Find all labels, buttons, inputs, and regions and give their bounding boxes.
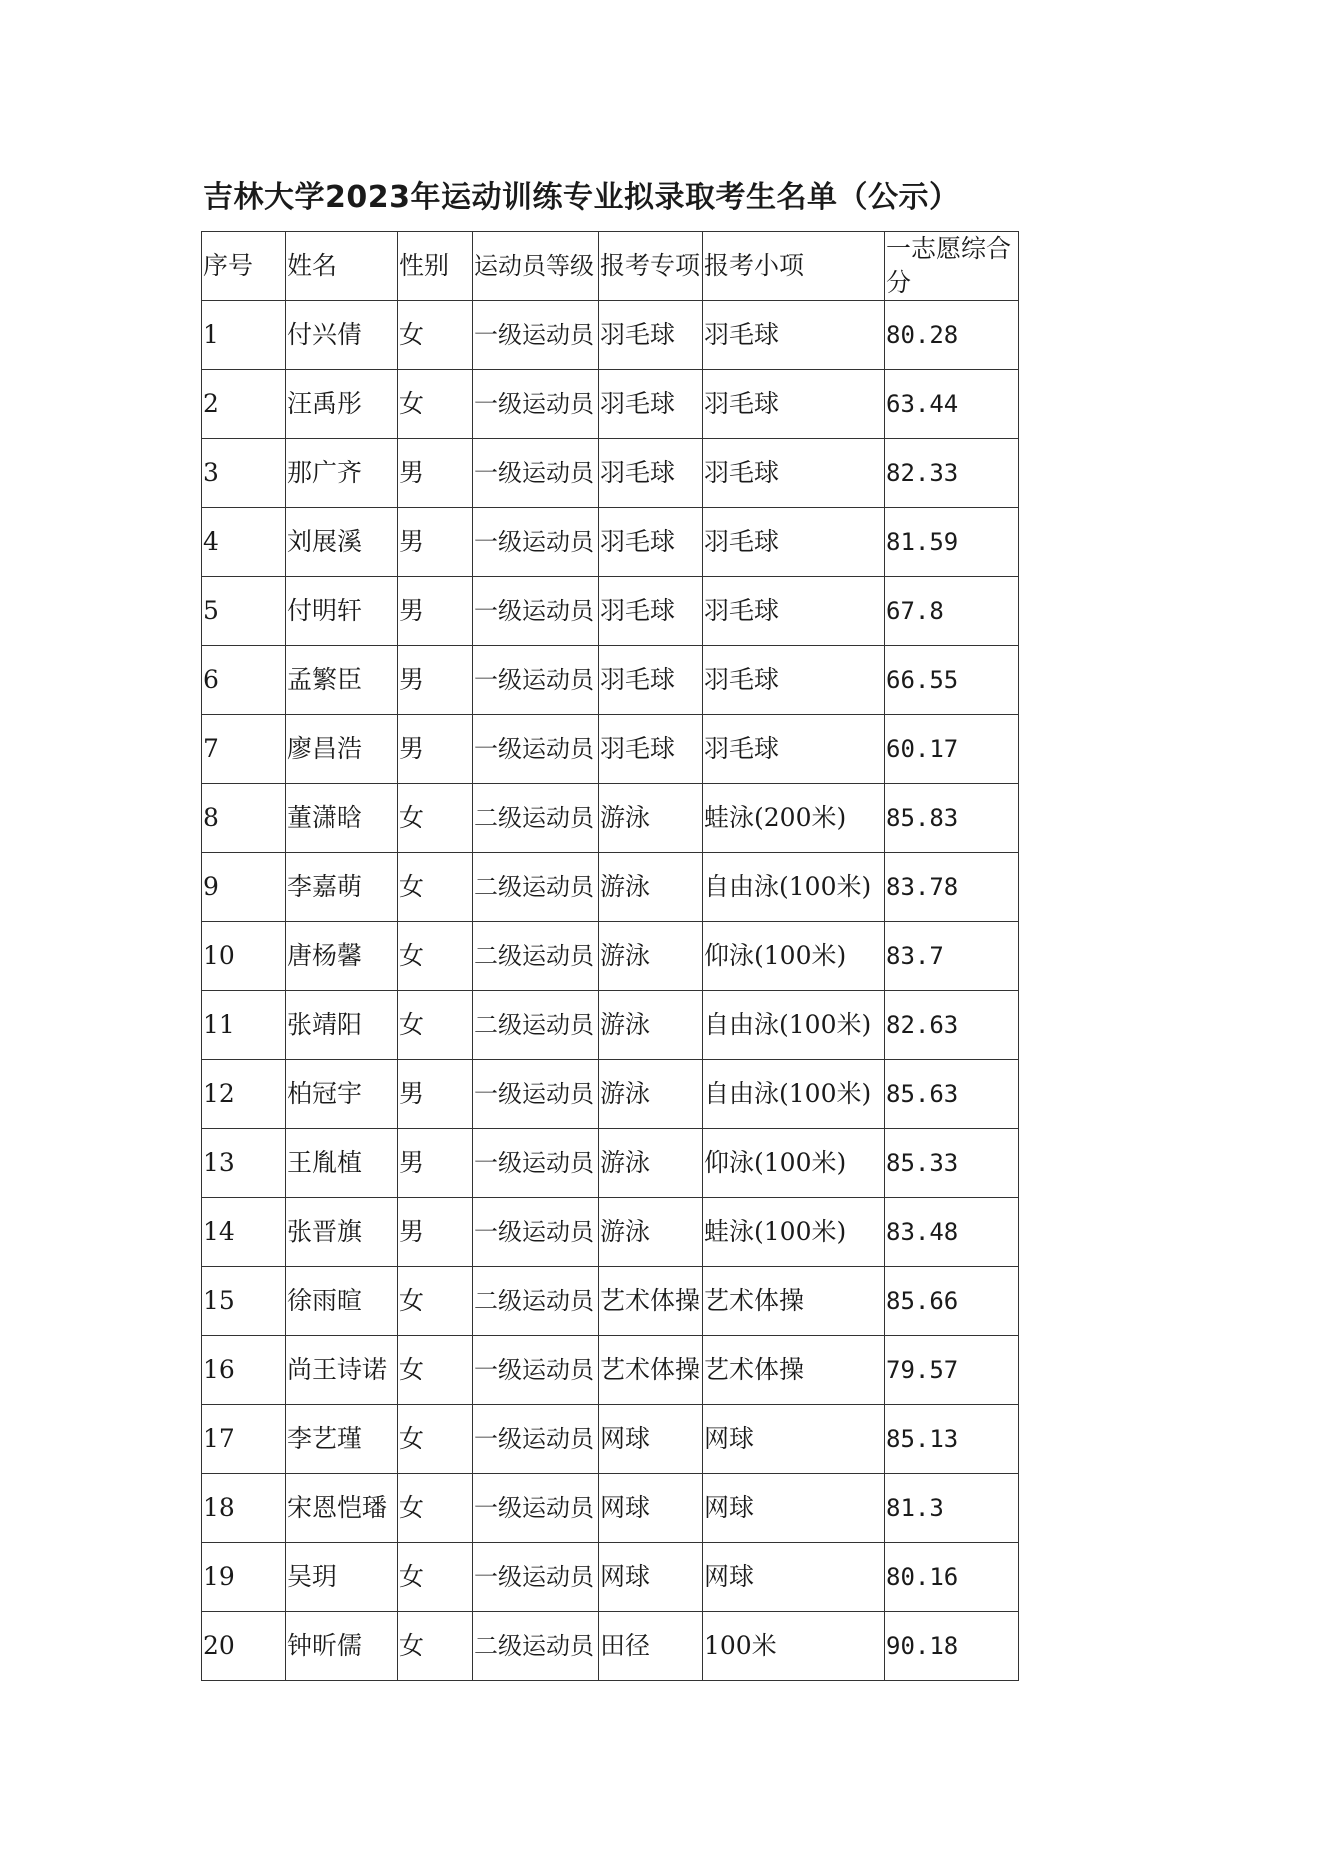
cell-sport: 田径 (599, 1612, 703, 1681)
cell-name: 廖昌浩 (286, 715, 398, 784)
cell-name: 付明轩 (286, 577, 398, 646)
cell-athlete-level: 一级运动员 (473, 1474, 599, 1543)
header-seq: 序号 (202, 232, 286, 301)
cell-event: 羽毛球 (703, 370, 885, 439)
table-row (202, 784, 1019, 853)
cell-athlete-level: 一级运动员 (473, 301, 599, 370)
admission-table (201, 231, 1019, 1681)
cell-name: 那广齐 (286, 439, 398, 508)
cell-event: 蛙泳(100米) (703, 1198, 885, 1267)
cell-gender: 女 (398, 1405, 473, 1474)
table-row (202, 301, 1019, 370)
cell-score: 79.57 (885, 1336, 1019, 1405)
cell-event: 艺术体操 (703, 1336, 885, 1405)
cell-sport: 羽毛球 (599, 646, 703, 715)
cell-name: 付兴倩 (286, 301, 398, 370)
cell-athlete-level: 一级运动员 (473, 715, 599, 784)
cell-gender: 女 (398, 1543, 473, 1612)
cell-gender: 女 (398, 1336, 473, 1405)
cell-name: 柏冠宇 (286, 1060, 398, 1129)
cell-event: 100米 (703, 1612, 885, 1681)
cell-sport: 羽毛球 (599, 508, 703, 577)
cell-seq: 16 (202, 1336, 286, 1405)
table-row (202, 1198, 1019, 1267)
cell-seq: 10 (202, 922, 286, 991)
table-row (202, 853, 1019, 922)
table-row (202, 370, 1019, 439)
cell-athlete-level: 一级运动员 (473, 508, 599, 577)
cell-athlete-level: 二级运动员 (473, 1267, 599, 1336)
cell-sport: 游泳 (599, 1129, 703, 1198)
cell-sport: 游泳 (599, 853, 703, 922)
cell-name: 吴玥 (286, 1543, 398, 1612)
cell-score: 90.18 (885, 1612, 1019, 1681)
cell-score: 85.33 (885, 1129, 1019, 1198)
table-row (202, 1543, 1019, 1612)
cell-seq: 4 (202, 508, 286, 577)
table-row (202, 1336, 1019, 1405)
cell-gender: 男 (398, 1060, 473, 1129)
cell-athlete-level: 一级运动员 (473, 1060, 599, 1129)
cell-event: 羽毛球 (703, 715, 885, 784)
cell-athlete-level: 一级运动员 (473, 1543, 599, 1612)
cell-sport: 羽毛球 (599, 370, 703, 439)
cell-name: 孟繁臣 (286, 646, 398, 715)
cell-score: 60.17 (885, 715, 1019, 784)
cell-event: 自由泳(100米) (703, 853, 885, 922)
cell-gender: 男 (398, 1129, 473, 1198)
document-title: 吉林大学2023年运动训练专业拟录取考生名单（公示） (203, 180, 960, 215)
cell-athlete-level: 一级运动员 (473, 1129, 599, 1198)
cell-gender: 女 (398, 784, 473, 853)
header-name: 姓名 (286, 232, 398, 301)
cell-seq: 13 (202, 1129, 286, 1198)
cell-name: 李嘉萌 (286, 853, 398, 922)
cell-gender: 女 (398, 991, 473, 1060)
cell-score: 80.28 (885, 301, 1019, 370)
cell-sport: 网球 (599, 1405, 703, 1474)
cell-sport: 游泳 (599, 1198, 703, 1267)
cell-seq: 3 (202, 439, 286, 508)
cell-score: 81.59 (885, 508, 1019, 577)
header-athlete-level: 运动员等级 (473, 232, 599, 301)
cell-name: 刘展溪 (286, 508, 398, 577)
cell-seq: 5 (202, 577, 286, 646)
cell-seq: 7 (202, 715, 286, 784)
cell-gender: 女 (398, 1267, 473, 1336)
cell-gender: 女 (398, 922, 473, 991)
cell-event: 仰泳(100米) (703, 1129, 885, 1198)
cell-seq: 11 (202, 991, 286, 1060)
cell-event: 羽毛球 (703, 577, 885, 646)
cell-gender: 男 (398, 439, 473, 508)
cell-athlete-level: 二级运动员 (473, 991, 599, 1060)
cell-athlete-level: 二级运动员 (473, 853, 599, 922)
cell-score: 83.48 (885, 1198, 1019, 1267)
cell-event: 蛙泳(200米) (703, 784, 885, 853)
cell-sport: 游泳 (599, 784, 703, 853)
table-row (202, 1474, 1019, 1543)
cell-event: 网球 (703, 1405, 885, 1474)
cell-name: 董潇晗 (286, 784, 398, 853)
cell-sport: 羽毛球 (599, 715, 703, 784)
cell-sport: 艺术体操 (599, 1336, 703, 1405)
table-row (202, 508, 1019, 577)
cell-gender: 女 (398, 1612, 473, 1681)
cell-score: 83.78 (885, 853, 1019, 922)
cell-gender: 女 (398, 853, 473, 922)
table-row (202, 1612, 1019, 1681)
table-row (202, 715, 1019, 784)
header-score: 一志愿综合分 (885, 232, 1019, 301)
table-row (202, 646, 1019, 715)
cell-seq: 1 (202, 301, 286, 370)
cell-seq: 8 (202, 784, 286, 853)
cell-seq: 20 (202, 1612, 286, 1681)
cell-gender: 女 (398, 370, 473, 439)
cell-event: 仰泳(100米) (703, 922, 885, 991)
cell-name: 唐杨馨 (286, 922, 398, 991)
cell-seq: 15 (202, 1267, 286, 1336)
cell-sport: 游泳 (599, 922, 703, 991)
cell-athlete-level: 一级运动员 (473, 646, 599, 715)
cell-score: 66.55 (885, 646, 1019, 715)
cell-score: 85.63 (885, 1060, 1019, 1129)
cell-score: 81.3 (885, 1474, 1019, 1543)
cell-sport: 网球 (599, 1543, 703, 1612)
cell-gender: 男 (398, 508, 473, 577)
cell-seq: 19 (202, 1543, 286, 1612)
cell-athlete-level: 一级运动员 (473, 439, 599, 508)
cell-sport: 游泳 (599, 1060, 703, 1129)
cell-athlete-level: 一级运动员 (473, 370, 599, 439)
table-row (202, 1129, 1019, 1198)
cell-seq: 6 (202, 646, 286, 715)
cell-seq: 14 (202, 1198, 286, 1267)
table-row (202, 1405, 1019, 1474)
cell-seq: 9 (202, 853, 286, 922)
cell-seq: 12 (202, 1060, 286, 1129)
cell-seq: 2 (202, 370, 286, 439)
table-row (202, 922, 1019, 991)
cell-athlete-level: 一级运动员 (473, 1405, 599, 1474)
table-body (202, 301, 1019, 1681)
table-row (202, 1060, 1019, 1129)
cell-score: 82.63 (885, 991, 1019, 1060)
cell-name: 徐雨暄 (286, 1267, 398, 1336)
header-event: 报考小项 (703, 232, 885, 301)
cell-score: 85.83 (885, 784, 1019, 853)
cell-athlete-level: 一级运动员 (473, 1336, 599, 1405)
cell-gender: 男 (398, 715, 473, 784)
cell-name: 汪禹彤 (286, 370, 398, 439)
cell-gender: 男 (398, 577, 473, 646)
cell-score: 83.7 (885, 922, 1019, 991)
cell-athlete-level: 一级运动员 (473, 1198, 599, 1267)
header-sport: 报考专项 (599, 232, 703, 301)
cell-event: 艺术体操 (703, 1267, 885, 1336)
table-row (202, 991, 1019, 1060)
cell-name: 张靖阳 (286, 991, 398, 1060)
cell-score: 63.44 (885, 370, 1019, 439)
cell-gender: 男 (398, 1198, 473, 1267)
cell-seq: 17 (202, 1405, 286, 1474)
cell-gender: 男 (398, 646, 473, 715)
cell-event: 羽毛球 (703, 439, 885, 508)
cell-athlete-level: 二级运动员 (473, 1612, 599, 1681)
cell-event: 网球 (703, 1543, 885, 1612)
cell-score: 85.66 (885, 1267, 1019, 1336)
cell-score: 85.13 (885, 1405, 1019, 1474)
cell-name: 张晋旗 (286, 1198, 398, 1267)
table-row (202, 1267, 1019, 1336)
cell-score: 80.16 (885, 1543, 1019, 1612)
cell-sport: 艺术体操 (599, 1267, 703, 1336)
cell-event: 羽毛球 (703, 301, 885, 370)
cell-sport: 网球 (599, 1474, 703, 1543)
cell-score: 67.8 (885, 577, 1019, 646)
table-row (202, 577, 1019, 646)
cell-gender: 女 (398, 1474, 473, 1543)
cell-sport: 羽毛球 (599, 577, 703, 646)
cell-athlete-level: 二级运动员 (473, 922, 599, 991)
cell-gender: 女 (398, 301, 473, 370)
cell-event: 网球 (703, 1474, 885, 1543)
cell-name: 宋恩恺璠 (286, 1474, 398, 1543)
cell-event: 羽毛球 (703, 646, 885, 715)
cell-score: 82.33 (885, 439, 1019, 508)
cell-name: 尚王诗诺 (286, 1336, 398, 1405)
cell-sport: 羽毛球 (599, 301, 703, 370)
table-row (202, 439, 1019, 508)
cell-event: 羽毛球 (703, 508, 885, 577)
cell-athlete-level: 一级运动员 (473, 577, 599, 646)
cell-event: 自由泳(100米) (703, 991, 885, 1060)
table-header-row (202, 232, 1019, 301)
cell-sport: 游泳 (599, 991, 703, 1060)
cell-athlete-level: 二级运动员 (473, 784, 599, 853)
cell-sport: 羽毛球 (599, 439, 703, 508)
cell-name: 王胤植 (286, 1129, 398, 1198)
cell-event: 自由泳(100米) (703, 1060, 885, 1129)
cell-name: 钟昕儒 (286, 1612, 398, 1681)
cell-seq: 18 (202, 1474, 286, 1543)
header-gender: 性别 (398, 232, 473, 301)
cell-name: 李艺瑾 (286, 1405, 398, 1474)
